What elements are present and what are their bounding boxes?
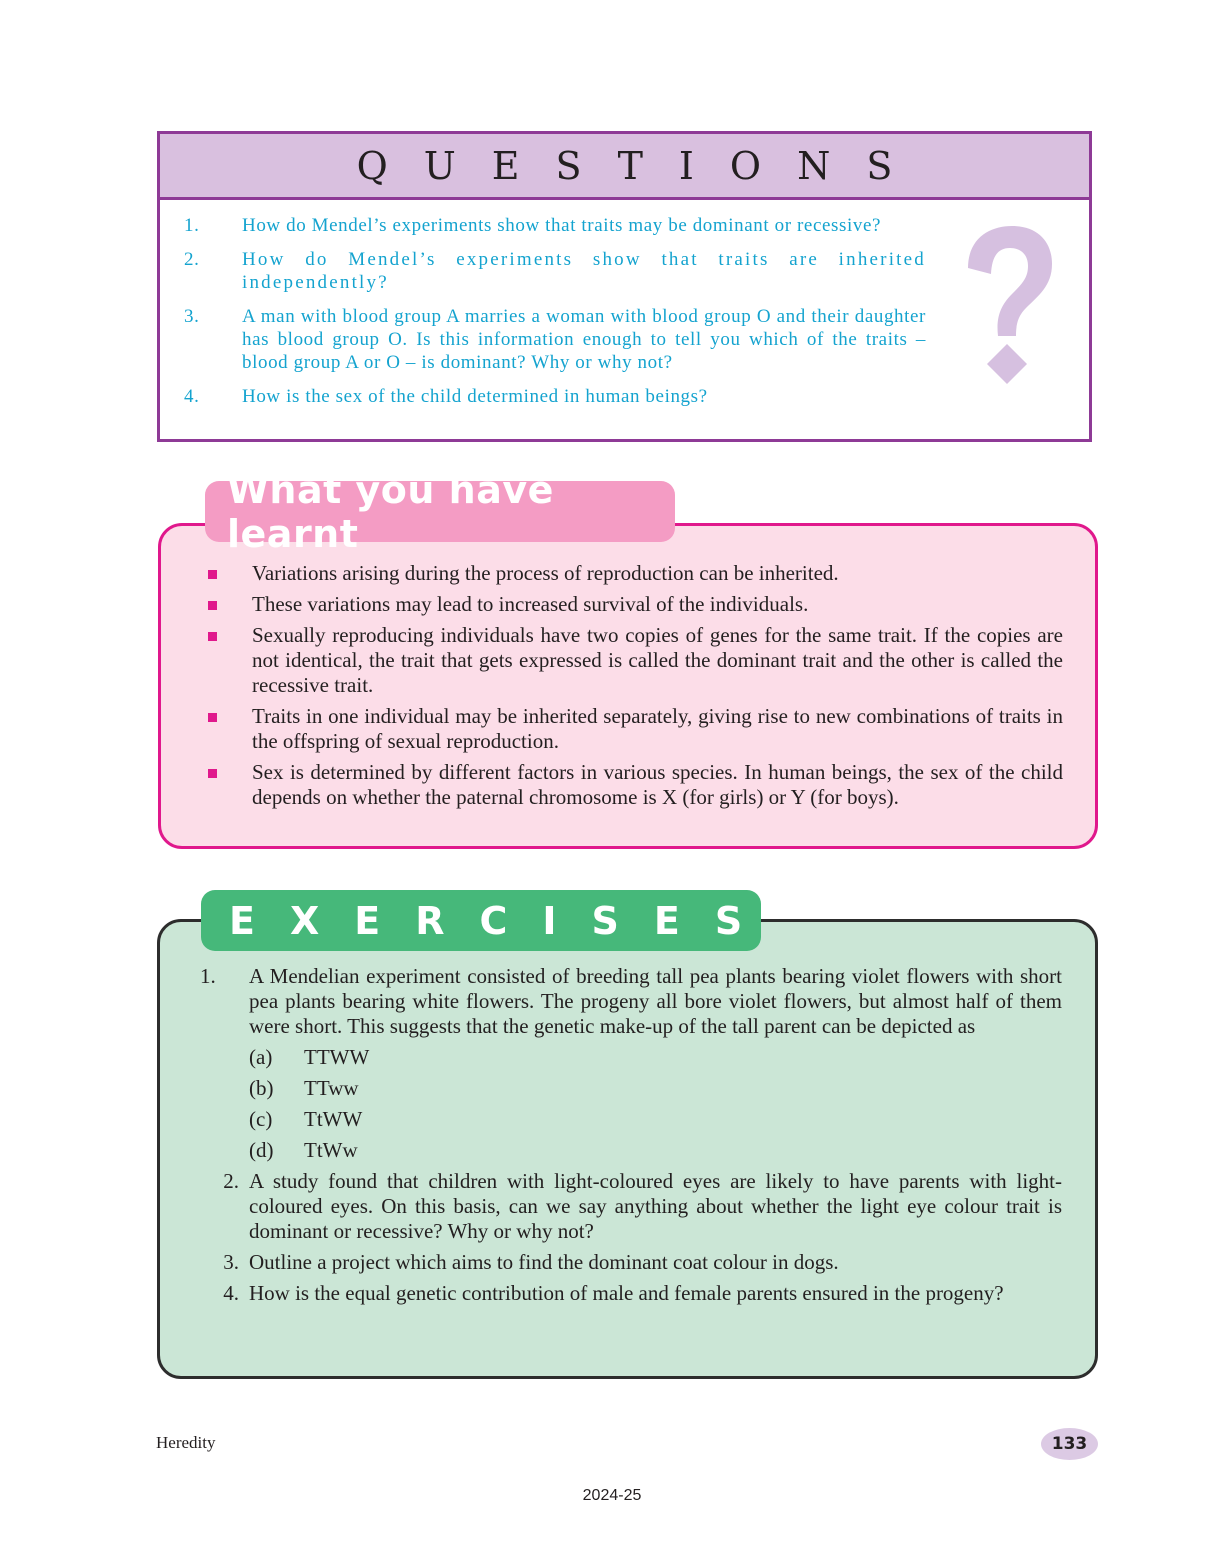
option-text: TTWW xyxy=(304,1045,370,1069)
learnt-text: Sexually reproducing individuals have two copies of genes for the same trait. If the copies are not identical, the trait that gets expressed is called the dominant trait and the other is called the recessive trait. xyxy=(252,623,1063,697)
exercise-item xyxy=(200,964,1062,1163)
question-number: 4. xyxy=(184,386,200,407)
option-text: TtWw xyxy=(304,1138,358,1162)
square-bullet-icon xyxy=(205,623,252,698)
option-text: TTww xyxy=(304,1076,359,1100)
question-number: 1. xyxy=(184,215,200,236)
question-number: 2. xyxy=(184,249,200,270)
option-label: (b) xyxy=(249,1076,274,1100)
exercise-item xyxy=(200,1169,1062,1244)
square-bullet-icon xyxy=(205,561,252,586)
page-number: 133 xyxy=(1051,1434,1088,1454)
learnt-item xyxy=(205,592,1063,617)
exercise-number: 3. xyxy=(223,1250,239,1274)
question-mark-icon xyxy=(960,226,1060,386)
question-item xyxy=(184,248,926,294)
exercise-option xyxy=(249,1107,1062,1132)
option-label: (a) xyxy=(249,1045,273,1069)
chapter-name: Heredity xyxy=(156,1433,216,1452)
question-item xyxy=(184,305,926,374)
exercise-text: How is the equal genetic contribution of male and female parents ensured in the progeny? xyxy=(249,1281,1004,1305)
exercises-title: EXERCISES xyxy=(229,898,778,943)
page-number-badge xyxy=(1041,1428,1098,1460)
questions-list xyxy=(184,214,926,419)
exercise-text: A study found that children with light-coloured eyes are likely to have parents with light-coloured eyes. On this basis, can we say anything about whether the light eye colour trait is dominant or recessive? Why or why not? xyxy=(249,1169,1062,1243)
exercise-text: A Mendelian experiment consisted of breeding tall pea plants bearing violet flowers with short pea plants bearing white flowers. The progeny all bore violet flowers, but almost half of them were short. This suggests that the genetic make-up of the tall parent can be depicted as xyxy=(249,964,1062,1038)
learnt-text: These variations may lead to increased survival of the individuals. xyxy=(252,592,809,616)
learnt-list xyxy=(205,561,1063,816)
question-text: A man with blood group A marries a woman with blood group O and their daughter has blood group O. Is this information enough to tell you which of the traits – blood group A or O – is dominant? Why or why not? xyxy=(242,306,926,373)
learnt-title: What you have learnt xyxy=(227,467,554,556)
questions-title: QUESTIONS xyxy=(356,143,929,188)
exercise-number: 1. xyxy=(200,964,216,988)
question-text: How is the sex of the child determined in human beings? xyxy=(242,386,708,407)
exercises-header-tab xyxy=(201,890,778,951)
question-number: 3. xyxy=(184,306,200,327)
option-text: TtWW xyxy=(304,1107,363,1131)
exercises-list xyxy=(200,964,1062,1312)
question-item xyxy=(184,385,926,408)
exercise-option xyxy=(249,1045,1062,1070)
exercise-options xyxy=(249,1045,1062,1163)
learnt-item xyxy=(205,623,1063,698)
learnt-header-tab xyxy=(205,467,675,556)
learnt-item xyxy=(205,704,1063,754)
exercise-number: 2. xyxy=(223,1169,239,1193)
questions-box xyxy=(157,131,1092,442)
square-bullet-icon xyxy=(205,704,252,754)
exercise-item xyxy=(200,1281,1062,1306)
exercise-text: Outline a project which aims to find the dominant coat colour in dogs. xyxy=(249,1250,839,1274)
square-bullet-icon xyxy=(205,760,252,810)
learnt-text: Sex is determined by different factors in various species. In human beings, the sex of the child depends on whether the paternal chromosome is X (for girls) or Y (for boys). xyxy=(252,760,1063,809)
exercise-number: 4. xyxy=(223,1281,239,1305)
question-text: How do Mendel’s experiments show that traits may be dominant or recessive? xyxy=(242,215,882,236)
questions-header xyxy=(160,134,1089,200)
academic-year: 2024-25 xyxy=(582,1487,642,1504)
learnt-text: Variations arising during the process of reproduction can be inherited. xyxy=(252,561,839,585)
exercise-option xyxy=(249,1076,1062,1101)
question-text: How do Mendel’s experiments show that traits are inherited independently? xyxy=(242,249,926,293)
question-item xyxy=(184,214,926,237)
learnt-text: Traits in one individual may be inherited separately, giving rise to new combinations of traits in the offspring of sexual reproduction. xyxy=(252,704,1063,753)
square-bullet-icon xyxy=(205,592,252,617)
exercise-option xyxy=(249,1138,1062,1163)
exercise-item xyxy=(200,1250,1062,1275)
learnt-item xyxy=(205,760,1063,810)
learnt-item xyxy=(205,561,1063,586)
option-label: (c) xyxy=(249,1107,273,1131)
option-label: (d) xyxy=(249,1138,274,1162)
